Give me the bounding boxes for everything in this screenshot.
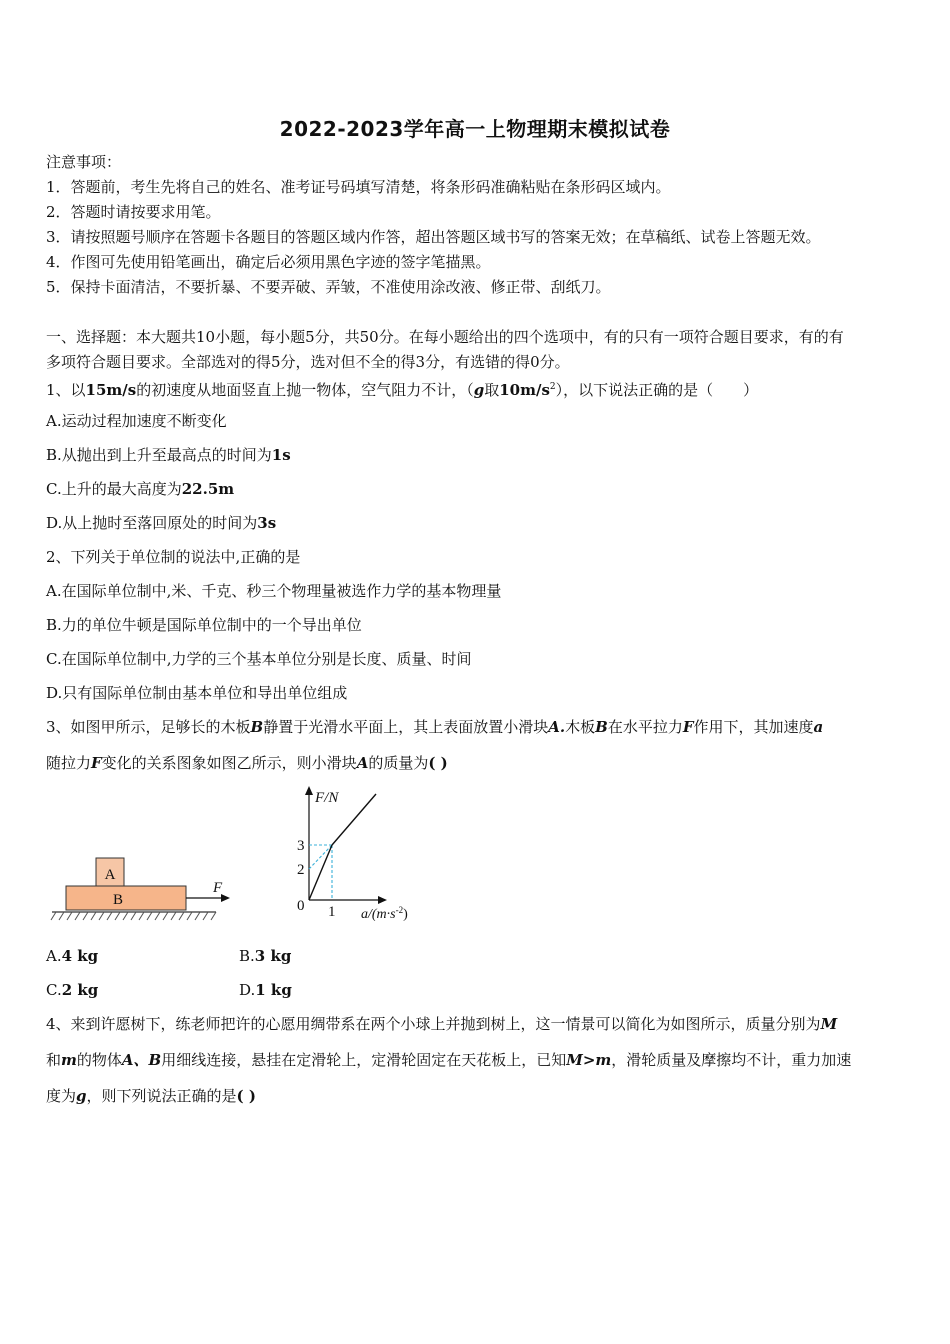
force-arrow-head — [221, 894, 230, 902]
question-2-option-a[interactable]: A.在国际单位制中,米、千克、秒三个物理量被选作力学的基本物理量 — [46, 582, 502, 600]
plank-b-label: B — [112, 892, 124, 908]
section-instructions-line2: 多项符合题目要求。全部选对的得5分，选对但不全的得3分，有选错的得0分。 — [46, 353, 570, 371]
notice-item-4: 4．作图可先使用铅笔画出，确定后必须用黑色字迹的签字笔描黑。 — [46, 253, 491, 271]
y-tick-2: 2 — [297, 862, 305, 878]
notice-item-3: 3．请按照题号顺序在答题卡各题目的答题区域内作答，超出答题区域书写的答案无效；在草稿纸、试卷上答题无效。 — [46, 228, 821, 246]
block-a-label: A — [104, 867, 116, 883]
page-title: 2022-2023学年高一上物理期末模拟试卷 — [279, 117, 671, 141]
question-3-stem-line2: 随拉力F变化的关系图象如图乙所示，则小滑块A的质量为( ) — [46, 754, 448, 772]
question-1-option-a[interactable]: A.运动过程加速度不断变化 — [46, 412, 227, 430]
notice-heading: 注意事项： — [46, 153, 122, 171]
question-2-option-d[interactable]: D.只有国际单位制由基本单位和导出单位组成 — [46, 684, 348, 702]
question-3-option-d[interactable]: D.1 kg — [239, 981, 292, 999]
origin-label: 0 — [297, 898, 305, 914]
question-3-option-c[interactable]: C.2 kg — [46, 981, 99, 999]
notice-item-1: 1．答题前，考生先将自己的姓名、准考证号码填写清楚，将条形码准确粘贴在条形码区域内。 — [46, 178, 671, 196]
ground-hatching — [51, 912, 216, 920]
figure-block-on-plank — [46, 850, 246, 930]
question-2-option-b[interactable]: B.力的单位牛顿是国际单位制中的一个导出单位 — [46, 616, 362, 634]
guide-extension — [309, 845, 332, 869]
question-3-option-b[interactable]: B.3 kg — [239, 947, 292, 965]
force-label: F — [213, 880, 223, 896]
question-4-stem-line3: 度为g，则下列说法正确的是( ) — [46, 1087, 256, 1105]
x-axis-arrow — [378, 896, 387, 904]
notice-item-5: 5．保持卡面清洁，不要折暴、不要弄破、弄皱，不准使用涂改液、修正带、刮纸刀。 — [46, 278, 611, 296]
question-1-option-c[interactable]: C.上升的最大高度为22.5m — [46, 480, 235, 498]
question-1-stem: 1、以15m/s的初速度从地面竖直上抛一物体，空气阻力不计，（g取$10m/s^2$），以下说法正确的是（ ） — [46, 381, 759, 399]
plank-b — [66, 886, 186, 910]
question-2-stem: 2、下列关于单位制的说法中,正确的是 — [46, 548, 301, 566]
question-1-option-b[interactable]: B.从抛出到上升至最高点的时间为1s — [46, 446, 291, 464]
question-3-stem-line1: 3、如图甲所示，足够长的木板B静置于光滑水平面上，其上表面放置小滑块A.木板B在水平拉力F作用下，其加速度a — [46, 718, 824, 736]
x-axis-label: $a/(m\cdot s^{-2})$ — [361, 905, 408, 922]
question-3-option-a[interactable]: A.4 kg — [46, 947, 99, 965]
question-2-option-c[interactable]: C.在国际单位制中,力学的三个基本单位分别是长度、质量、时间 — [46, 650, 472, 668]
graph-segment-2 — [332, 794, 376, 845]
section-instructions-line1: 一、选择题：本大题共10小题，每小题5分，共50分。在每小题给出的四个选项中，有的只有一项符合题目要求，有的有 — [46, 328, 844, 346]
graph-segment-1 — [309, 845, 332, 900]
notice-item-2: 2．答题时请按要求用笔。 — [46, 203, 221, 221]
question-4-stem-line1: 4、来到许愿树下，练老师把许的心愿用绸带系在两个小球上并抛到树上，这一情景可以简化为如图所示，质量分别为M — [46, 1015, 838, 1033]
question-1-option-d[interactable]: D.从上抛时至落回原处的时间为3s — [46, 514, 277, 532]
question-4-stem-line2: 和m的物体A、B用细线连接，悬挂在定滑轮上，定滑轮固定在天花板上，已知M>m，滑轮质量及摩擦均不计，重力加速 — [46, 1051, 852, 1069]
figure-f-a-graph — [285, 782, 445, 924]
y-tick-3: 3 — [297, 838, 305, 854]
y-axis-arrow — [305, 786, 313, 795]
y-axis-label: F/N — [315, 790, 339, 806]
x-tick-1: 1 — [328, 904, 336, 920]
